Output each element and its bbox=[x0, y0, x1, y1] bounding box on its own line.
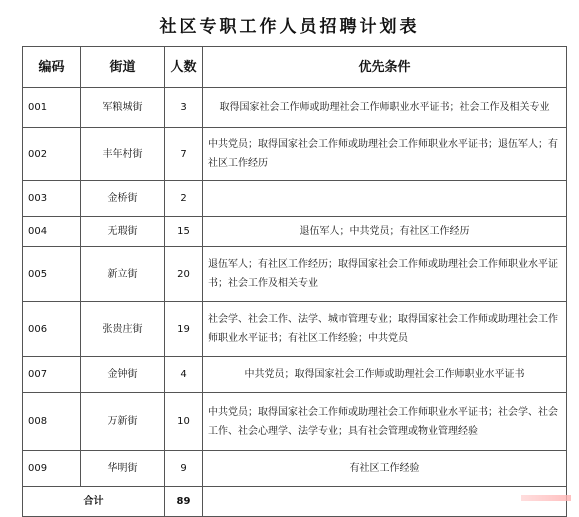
header-code: 编码 bbox=[23, 47, 81, 88]
table-row bbox=[23, 451, 567, 487]
row-code: 001 bbox=[23, 88, 81, 128]
row-code: 005 bbox=[23, 247, 81, 302]
row-code: 007 bbox=[23, 357, 81, 393]
row-code: 009 bbox=[23, 451, 81, 487]
row-street: 军粮城街 bbox=[81, 88, 165, 128]
table-row bbox=[23, 128, 567, 181]
row-street: 丰年村街 bbox=[81, 128, 165, 181]
row-count: 4 bbox=[165, 357, 203, 393]
row-code: 006 bbox=[23, 302, 81, 357]
row-conditions: 社会学、社会工作、法学、城市管理专业；取得国家社会工作师或助理社会工作师职业水平证书；有社区工作经验；中共党员 bbox=[203, 302, 567, 357]
row-count: 20 bbox=[165, 247, 203, 302]
row-count: 3 bbox=[165, 88, 203, 128]
total-row bbox=[23, 487, 567, 517]
row-count: 7 bbox=[165, 128, 203, 181]
total-label: 合计 bbox=[23, 487, 165, 517]
table-row bbox=[23, 181, 567, 217]
watermark-mark bbox=[521, 495, 571, 501]
table-row bbox=[23, 393, 567, 451]
row-code: 002 bbox=[23, 128, 81, 181]
row-street: 华明街 bbox=[81, 451, 165, 487]
row-street: 无瑕街 bbox=[81, 217, 165, 247]
table-row bbox=[23, 88, 567, 128]
row-conditions: 中共党员；取得国家社会工作师或助理社会工作师职业水平证书；社会学、社会工作、社会心理学、法学专业；具有社会管理或物业管理经验 bbox=[203, 393, 567, 451]
table-row bbox=[23, 217, 567, 247]
row-count: 10 bbox=[165, 393, 203, 451]
header-count: 人数 bbox=[165, 47, 203, 88]
row-street: 金钟街 bbox=[81, 357, 165, 393]
row-count: 9 bbox=[165, 451, 203, 487]
row-code: 003 bbox=[23, 181, 81, 217]
table-row bbox=[23, 247, 567, 302]
total-count: 89 bbox=[165, 487, 203, 517]
row-conditions: 退伍军人；中共党员；有社区工作经历 bbox=[203, 217, 567, 247]
row-count: 15 bbox=[165, 217, 203, 247]
row-count: 19 bbox=[165, 302, 203, 357]
row-street: 张贵庄街 bbox=[81, 302, 165, 357]
row-conditions bbox=[203, 181, 567, 217]
row-code: 004 bbox=[23, 217, 81, 247]
table-row bbox=[23, 302, 567, 357]
header-conditions: 优先条件 bbox=[203, 47, 567, 88]
row-conditions: 中共党员；取得国家社会工作师或助理社会工作师职业水平证书 bbox=[203, 357, 567, 393]
page-title: 社区专职工作人员招聘计划表 bbox=[159, 17, 420, 37]
row-conditions: 退伍军人；有社区工作经历；取得国家社会工作师或助理社会工作师职业水平证书；社会工作及相关专业 bbox=[203, 247, 567, 302]
row-street: 金桥街 bbox=[81, 181, 165, 217]
row-conditions: 取得国家社会工作师或助理社会工作师职业水平证书；社会工作及相关专业 bbox=[203, 88, 567, 128]
row-count: 2 bbox=[165, 181, 203, 217]
row-conditions: 有社区工作经验 bbox=[203, 451, 567, 487]
row-conditions: 中共党员；取得国家社会工作师或助理社会工作师职业水平证书；退伍军人；有社区工作经历 bbox=[203, 128, 567, 181]
row-street: 万新街 bbox=[81, 393, 165, 451]
row-street: 新立街 bbox=[81, 247, 165, 302]
header-row bbox=[23, 47, 567, 88]
recruitment-table bbox=[22, 46, 567, 517]
header-street: 街道 bbox=[81, 47, 165, 88]
table-row bbox=[23, 357, 567, 393]
total-conditions-empty bbox=[203, 487, 567, 517]
row-code: 008 bbox=[23, 393, 81, 451]
